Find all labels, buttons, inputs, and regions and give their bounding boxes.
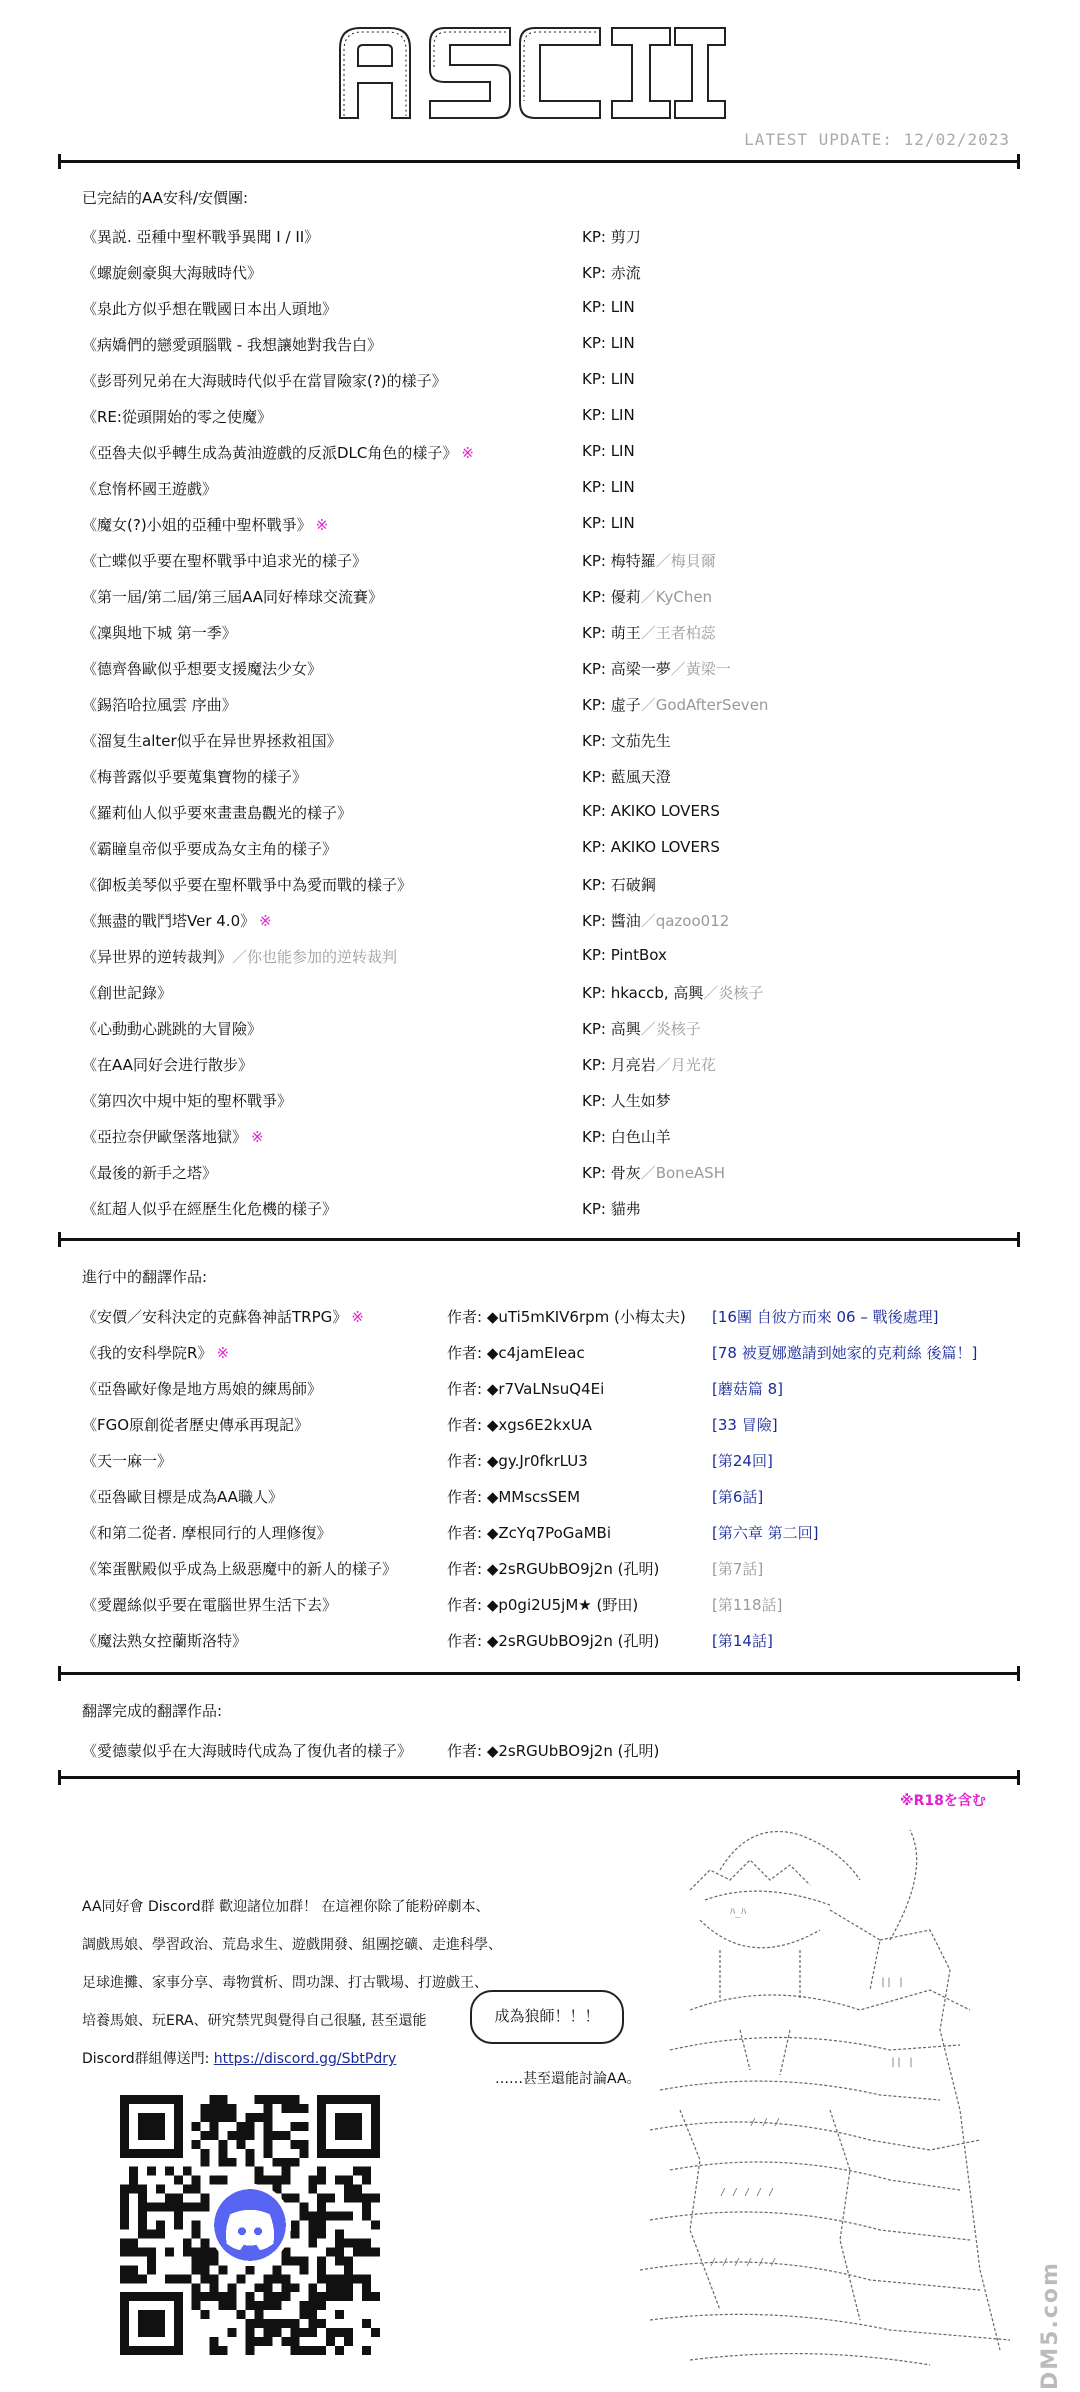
svg-text:|| |: || | xyxy=(890,2057,915,2068)
kp-text: KP: AKIKO LOVERS xyxy=(582,802,720,820)
work-title xyxy=(82,1342,229,1363)
kp-text: KP: 虛子 xyxy=(582,696,641,714)
work-title-text: 《亞魯歐好像是地方馬娘的練馬師》 xyxy=(82,1380,323,1398)
kp-name xyxy=(582,226,641,247)
work-title-text: 《第四次中規中矩的聖杯戰爭》 xyxy=(82,1092,293,1110)
kp-text: KP: 萌王 xyxy=(582,624,641,642)
divider xyxy=(58,1672,1020,1675)
author-name: 作者: ◆r7VaLNsuQ4Ei xyxy=(447,1380,605,1398)
kp-name xyxy=(582,370,635,388)
kp-name xyxy=(582,478,635,496)
kp-name xyxy=(582,334,635,352)
list-item[interactable] xyxy=(82,1586,1022,1622)
work-title xyxy=(82,406,272,427)
work-title-text: 《亞拉奈伊歐堡落地獄》 xyxy=(82,1128,248,1146)
work-title xyxy=(82,910,272,931)
progress-link[interactable]: [第6話] xyxy=(712,1488,764,1506)
work-title xyxy=(82,1126,264,1147)
list-item[interactable] xyxy=(82,1046,1022,1082)
author-name: 作者: ◆p0gi2U5jM★ (野田) xyxy=(447,1596,639,1614)
kp-text: KP: 藍風天澄 xyxy=(582,768,671,786)
kp-name xyxy=(582,946,667,964)
progress-link[interactable]: [蘑菇篇 8] xyxy=(712,1380,784,1398)
kp-name xyxy=(582,406,635,424)
list-item[interactable] xyxy=(82,1370,1022,1406)
kp-alt: ／黃梁一 xyxy=(670,660,731,678)
work-title-text: 《紅超人似乎在經歷生化危機的樣子》 xyxy=(82,1200,338,1218)
work-title xyxy=(82,1054,253,1075)
work-title-text: 《RE:從頭開始的零之使魔》 xyxy=(82,408,272,426)
work-title-text: 《最後的新手之塔》 xyxy=(82,1164,218,1182)
kp-name xyxy=(582,622,716,643)
work-title-text: 《亡蝶似乎要在聖杯戰爭中追求光的樣子》 xyxy=(82,552,368,570)
list-item[interactable] xyxy=(82,398,1022,434)
list-item[interactable] xyxy=(82,938,1022,974)
work-title xyxy=(82,1414,309,1435)
list-item[interactable] xyxy=(82,866,1022,902)
kp-name xyxy=(582,802,720,820)
work-title-text: 《魔法熟女控蘭斯洛特》 xyxy=(82,1632,248,1650)
work-title xyxy=(82,982,172,1003)
ongoing-title: 進行中的翻譯作品: xyxy=(82,1268,208,1286)
kp-text: KP: 月亮岩 xyxy=(582,1056,656,1074)
list-item[interactable] xyxy=(82,1082,1022,1118)
work-title xyxy=(82,1378,322,1399)
work-title-text: 《病嬌們的戀愛頭腦戰 - 我想讓她對我告白》 xyxy=(82,336,382,354)
list-item[interactable] xyxy=(82,650,1022,686)
work-title: 《愛德蒙似乎在大海賊時代成為了復仇者的樣子》 xyxy=(82,1742,413,1760)
kp-alt: ／BoneASH xyxy=(640,1164,725,1182)
progress-link[interactable]: [78 被夏娜邀請到她家的克莉絲 後篇！] xyxy=(712,1344,978,1362)
work-title-text: 《心動動心跳跳的大冒險》 xyxy=(82,1020,263,1038)
work-title-text: 《在AA同好会进行散步》 xyxy=(82,1056,253,1074)
author-name: 作者: ◆2sRGUbBO9j2n (孔明) xyxy=(447,1742,660,1760)
work-title-text: 《亞魯夫似乎轉生成為黃油遊戲的反派DLC角色的樣子》 xyxy=(82,444,458,462)
work-title xyxy=(82,730,342,751)
kp-name xyxy=(582,298,635,316)
ascii-logo xyxy=(330,18,730,128)
kp-name xyxy=(582,694,768,715)
progress-link[interactable]: [第六章 第二回] xyxy=(712,1524,819,1542)
work-title xyxy=(82,1630,247,1651)
kp-name xyxy=(582,838,720,856)
speech-bubble: 成為狼師！！！ xyxy=(470,1990,624,2044)
work-title xyxy=(82,1018,262,1039)
work-title-text: 《溜复生alter似乎在异世界拯救祖国》 xyxy=(82,732,342,750)
kp-text: KP: LIN xyxy=(582,478,635,496)
list-item[interactable] xyxy=(82,614,1022,650)
work-title xyxy=(82,766,307,787)
kp-text: KP: LIN xyxy=(582,442,635,460)
kp-text: KP: LIN xyxy=(582,514,635,532)
list-item[interactable] xyxy=(82,1190,1022,1226)
kp-text: KP: LIN xyxy=(582,334,635,352)
list-item[interactable] xyxy=(82,1732,1022,1768)
work-title-text: 《泉此方似乎想在戰國日本出人頭地》 xyxy=(82,300,338,318)
svg-text:|| |: || | xyxy=(880,1977,905,1988)
kp-text: KP: 梅特羅 xyxy=(582,552,656,570)
list-item[interactable] xyxy=(82,1478,1022,1514)
work-title-text: 《霸瞳皇帝似乎要成為女主角的樣子》 xyxy=(82,840,338,858)
r18-mark: ※ xyxy=(461,444,474,462)
work-title xyxy=(82,1594,337,1615)
kp-name xyxy=(582,1198,641,1219)
kp-alt: ／炎核子 xyxy=(640,1020,701,1038)
progress-link[interactable]: [33 冒險] xyxy=(712,1416,778,1434)
list-item[interactable] xyxy=(82,254,1022,290)
kp-text: KP: 文茄先生 xyxy=(582,732,671,750)
work-title xyxy=(82,262,262,283)
kp-name xyxy=(582,1090,671,1111)
work-title xyxy=(82,1522,332,1543)
finished-title: 翻譯完成的翻譯作品: xyxy=(82,1702,223,1720)
work-title xyxy=(82,622,237,643)
kp-text: KP: 貓弗 xyxy=(582,1200,641,1218)
kp-name xyxy=(582,586,712,607)
kp-alt: ／炎核子 xyxy=(703,984,764,1002)
author-name: 作者: ◆ZcYq7PoGaMBi xyxy=(447,1524,612,1542)
kp-name xyxy=(582,1126,671,1147)
r18-mark: ※ xyxy=(259,912,272,930)
list-item[interactable] xyxy=(82,434,1022,470)
work-title-text: 《梅普露似乎要蒐集寶物的樣子》 xyxy=(82,768,308,786)
kp-text: KP: PintBox xyxy=(582,946,667,964)
work-title xyxy=(82,1486,283,1507)
work-title xyxy=(82,550,367,571)
kp-text: KP: 石破鋼 xyxy=(582,876,656,894)
kp-alt: ／梅貝爾 xyxy=(655,552,716,570)
kp-name xyxy=(582,730,671,751)
work-title-text: 《天一麻一》 xyxy=(82,1452,173,1470)
svg-text:/ / /: / / / xyxy=(750,2117,781,2128)
author-name: 作者: ◆MMscsSEM xyxy=(447,1488,581,1506)
author-name: 作者: ◆uTi5mKIV6rpm (小梅太夫) xyxy=(447,1308,686,1326)
discord-line-4: 培養馬娘、玩ERA、研究禁咒與覺得自己很騷, 甚至還能 xyxy=(82,2013,427,2029)
discord-line-2: 調戲馬娘、學習政治、荒島求生、遊戲開發、組團挖礦、走進科學、 xyxy=(82,1937,502,1953)
svg-text:/ / / / /: / / / / / xyxy=(720,2187,775,2198)
work-title xyxy=(82,1090,292,1111)
discord-line-1: AA同好會 Discord群 歡迎諸位加群！ 在這裡你除了能粉碎劇本、 xyxy=(82,1899,490,1915)
work-title xyxy=(82,1198,337,1219)
list-item[interactable] xyxy=(82,1442,1022,1478)
kp-name xyxy=(582,550,716,571)
list-item[interactable] xyxy=(82,326,1022,362)
list-item[interactable] xyxy=(82,1406,1022,1442)
kp-name xyxy=(582,442,635,460)
list-item[interactable] xyxy=(82,1154,1022,1190)
work-title-text: 《凜與地下城 第一季》 xyxy=(82,624,237,642)
watermark: DM5.com xyxy=(1038,2261,1063,2390)
work-title-text: 《怠惰杯國王遊戲》 xyxy=(82,480,218,498)
list-item[interactable] xyxy=(82,1622,1022,1658)
discord-line-3: 足球進攤、家事分享、毒物賞析、問功課、打古戰場、打遊戲王、 xyxy=(82,1975,488,1991)
kp-name xyxy=(582,874,656,895)
kp-name xyxy=(582,766,671,787)
work-title xyxy=(82,1450,172,1471)
r18-notice: ※R18を含む xyxy=(900,1793,986,1809)
work-title xyxy=(82,334,382,355)
r18-mark: ※ xyxy=(251,1128,264,1146)
kp-name xyxy=(582,514,635,532)
list-item[interactable] xyxy=(82,290,1022,326)
list-item[interactable] xyxy=(82,542,1022,578)
svg-text:/ / / / / /: / / / / / / xyxy=(710,2257,777,2268)
kp-text: KP: 白色山羊 xyxy=(582,1128,671,1146)
work-title-text: 《創世記錄》 xyxy=(82,984,173,1002)
work-title xyxy=(82,370,447,391)
aa-caption: ……甚至還能討論AA。 xyxy=(495,2071,641,2087)
list-item[interactable] xyxy=(82,1514,1022,1550)
list-item[interactable] xyxy=(82,686,1022,722)
discord-link-label: Discord群組傳送門: xyxy=(82,2051,210,2067)
kp-name xyxy=(582,1054,716,1075)
work-title-text: 《FGO原創從者歷史傳承再現記》 xyxy=(82,1416,310,1434)
work-title xyxy=(82,586,383,607)
kp-text: KP: LIN xyxy=(582,370,635,388)
kp-text: KP: 醬油 xyxy=(582,912,641,930)
work-title xyxy=(82,1558,397,1579)
work-title-text: 《德齊魯歐似乎想要支援魔法少女》 xyxy=(82,660,323,678)
work-title-text: 《异世界的逆转裁判》 xyxy=(82,948,233,966)
work-title xyxy=(82,442,474,463)
ascii-art-character xyxy=(630,1810,1050,2380)
r18-mark: ※ xyxy=(315,516,329,534)
divider xyxy=(58,160,1020,163)
kp-name xyxy=(582,982,763,1003)
kp-name xyxy=(582,658,731,679)
list-item[interactable] xyxy=(82,362,1022,398)
work-title-text: 《愛麗絲似乎要在電腦世界生活下去》 xyxy=(82,1596,338,1614)
kp-text: KP: 赤流 xyxy=(582,264,641,282)
kp-alt: ／月光花 xyxy=(655,1056,716,1074)
work-title xyxy=(82,478,217,499)
author-name: 作者: ◆2sRGUbBO9j2n (孔明) xyxy=(447,1632,660,1650)
kp-text: KP: 優莉 xyxy=(582,588,641,606)
list-item[interactable] xyxy=(82,506,1022,542)
kp-alt: ／qazoo012 xyxy=(640,912,730,930)
work-title xyxy=(82,514,328,535)
list-item[interactable] xyxy=(82,470,1022,506)
author-name: 作者: ◆gy.Jr0fkrLU3 xyxy=(447,1452,588,1470)
work-title xyxy=(82,694,237,715)
list-item[interactable] xyxy=(82,1010,1022,1046)
work-title xyxy=(82,226,319,247)
work-title-text: 《第一屆/第二屆/第三屆AA同好棒球交流賽》 xyxy=(82,588,384,606)
progress-link[interactable]: [第24回] xyxy=(712,1452,773,1470)
work-title-text: 《異説. 亞種中聖杯戰爭異聞 I / II》 xyxy=(82,228,320,246)
work-title-text: 《亞魯歐目標是成為AA職人》 xyxy=(82,1488,283,1506)
kp-name xyxy=(582,1162,725,1183)
work-title xyxy=(82,946,397,967)
list-item[interactable] xyxy=(82,794,1022,830)
work-title-text: 《安價／安科決定的克蘇魯神話TRPG》 xyxy=(82,1308,348,1326)
list-item[interactable] xyxy=(82,758,1022,794)
kp-name xyxy=(582,910,729,931)
r18-mark: ※ xyxy=(216,1344,230,1362)
list-item[interactable] xyxy=(82,902,1022,938)
kp-text: KP: 剪刀 xyxy=(582,228,641,246)
kp-text: KP: 高梁一夢 xyxy=(582,660,671,678)
list-item[interactable] xyxy=(82,1298,1022,1334)
kp-text: KP: 高興 xyxy=(582,1020,641,1038)
work-title xyxy=(82,874,412,895)
list-item[interactable] xyxy=(82,1334,1022,1370)
work-title-text: 《和第二從者. 摩根同行的人理修復》 xyxy=(82,1524,332,1542)
kp-alt: ／KyChen xyxy=(640,588,713,606)
svg-text:ﾊ_ﾊ: ﾊ_ﾊ xyxy=(730,1907,747,1918)
progress-link[interactable]: [16團 自彼方而來 06 – 戰後處理] xyxy=(712,1308,939,1326)
work-title-text: 《彭哥列兄弟在大海賊時代似乎在當冒險家(?)的樣子》 xyxy=(82,372,447,390)
progress-link[interactable]: [第7話] xyxy=(712,1560,764,1578)
work-title xyxy=(82,838,337,859)
progress-link[interactable]: [第118話] xyxy=(712,1596,783,1614)
work-title xyxy=(82,298,337,319)
list-item[interactable] xyxy=(82,1550,1022,1586)
work-title xyxy=(82,802,352,823)
discord-invite-link[interactable]: https://discord.gg/SbtPdry xyxy=(213,2051,397,2067)
work-title-text: 《笨蛋獸殿似乎成為上級惡魔中的新人的樣子》 xyxy=(82,1560,398,1578)
work-title xyxy=(82,658,322,679)
work-title-text: 《羅莉仙人似乎要來畫畫島觀光的樣子》 xyxy=(82,804,353,822)
list-item[interactable] xyxy=(82,218,1022,254)
author-name: 作者: ◆xgs6E2kxUA xyxy=(447,1416,592,1434)
kp-text: KP: 人生如梦 xyxy=(582,1092,671,1110)
work-title xyxy=(82,1162,217,1183)
author-name: 作者: ◆c4jamEIeac xyxy=(447,1344,585,1362)
latest-update: LATEST UPDATE: 12/02/2023 xyxy=(744,130,1010,149)
divider xyxy=(58,1238,1020,1241)
work-title-alt: ／你也能参加的逆转裁判 xyxy=(232,948,398,966)
kp-name xyxy=(582,1018,701,1039)
completed-title: 已完結的AA安科/安價團: xyxy=(82,189,249,207)
kp-text: KP: LIN xyxy=(582,298,635,316)
kp-alt: ／GodAfterSeven xyxy=(640,696,769,714)
work-title-text: 《錫箔哈拉風雲 序曲》 xyxy=(82,696,237,714)
divider xyxy=(58,1776,1020,1779)
r18-mark: ※ xyxy=(351,1308,364,1326)
kp-text: KP: 骨灰 xyxy=(582,1164,641,1182)
author-name: 作者: ◆2sRGUbBO9j2n (孔明) xyxy=(447,1560,660,1578)
work-title-text: 《無盡的戰鬥塔Ver 4.0》 xyxy=(82,912,256,930)
list-item[interactable] xyxy=(82,830,1022,866)
discord-link-row xyxy=(82,2040,396,2078)
kp-text: KP: LIN xyxy=(582,406,635,424)
list-item[interactable] xyxy=(82,974,1022,1010)
progress-link[interactable]: [第14話] xyxy=(712,1632,773,1650)
kp-name xyxy=(582,262,641,283)
kp-alt: ／王者柏蕊 xyxy=(640,624,716,642)
work-title-text: 《魔女(?)小姐的亞種中聖杯戰爭》 xyxy=(82,516,312,534)
list-item[interactable] xyxy=(82,578,1022,614)
kp-text: KP: AKIKO LOVERS xyxy=(582,838,720,856)
work-title-text: 《螺旋劍豪與大海賊時代》 xyxy=(82,264,263,282)
list-item[interactable] xyxy=(82,722,1022,758)
work-title-text: 《御板美琴似乎要在聖杯戰爭中為愛而戰的樣子》 xyxy=(82,876,413,894)
discord-qr-code[interactable] xyxy=(120,2095,380,2355)
list-item[interactable] xyxy=(82,1118,1022,1154)
work-title-text: 《我的安科學院R》 xyxy=(82,1344,213,1362)
work-title xyxy=(82,1306,364,1327)
kp-text: KP: hkaccb, 高興 xyxy=(582,984,704,1002)
